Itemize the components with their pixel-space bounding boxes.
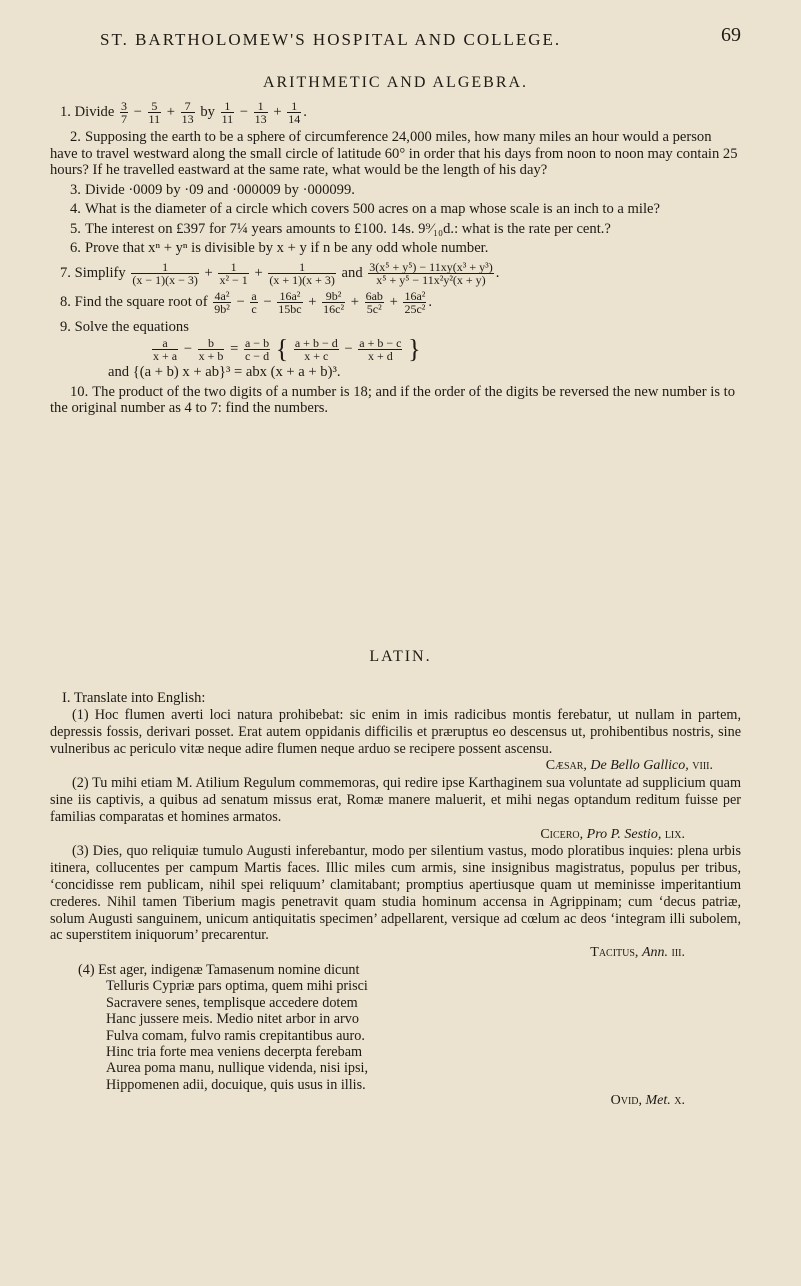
arithmetic-section — [50, 74, 741, 420]
q-number: 10. — [70, 383, 89, 400]
fraction: $\frac{a - b}{c - d}$ — [244, 335, 270, 363]
q-text: The product of the two digits of a number is 18; and if the order of the digits be reversed the new number is to the original number as 4 to 7: find the numbers. — [50, 383, 736, 416]
question-10 — [50, 384, 741, 417]
operator: + — [308, 293, 317, 310]
word-by: by — [200, 103, 215, 120]
operator: + — [204, 264, 213, 281]
source-4: Ovid, Met. x. — [610, 1093, 685, 1109]
fraction: $\frac{1}{(x - 1)(x - 3)}$ — [132, 259, 198, 287]
operator: + — [166, 103, 175, 120]
operator: − — [236, 293, 245, 310]
source-1: Cæsar, De Bello Gallico, viii. — [545, 758, 713, 774]
fraction: $\frac{b}{x + b}$ — [198, 335, 224, 363]
punct: . — [303, 103, 307, 120]
punct: . — [495, 264, 500, 281]
poem-line: (4) Est ager, indigenæ Tamasenum nomine dicunt — [78, 961, 360, 978]
fraction: $\frac{7}{13}$ — [181, 99, 194, 126]
source-2: Cicero, Pro P. Sestio, lix. — [540, 826, 685, 842]
fraction: $\frac{3}{7}$ — [121, 99, 127, 126]
source-3: Tacitus, Ann. iii. — [590, 945, 685, 961]
operator: − — [133, 103, 142, 120]
question-6 — [50, 240, 741, 257]
q-number: 8. — [60, 293, 71, 310]
fraction: $\frac{\text{16a²}}{15bc}$ — [278, 288, 302, 316]
question-9 — [50, 319, 741, 380]
fraction: $\frac{a}{x + a}$ — [153, 335, 178, 363]
fraction: $\frac{6ab}{\text{5c²}}$ — [365, 288, 383, 316]
q-text: Divide ·0009 by ·09 and ·000009 by ·000099. — [84, 181, 355, 198]
poem-line: Hanc jussere meis. Medio nitet arbor in arvo — [106, 1011, 359, 1028]
fraction: $\frac{1}{14}$ — [288, 99, 301, 126]
latin-intro: I. Translate into English: — [62, 690, 206, 706]
fraction: $\frac{a + b - d}{x + c}$ — [294, 335, 338, 363]
operator: − — [344, 340, 353, 357]
word-and: and — [341, 264, 363, 281]
q-number: 7. — [60, 264, 71, 281]
q-text: Find the square root of — [74, 293, 208, 310]
operator: − — [239, 103, 249, 120]
latin-passage-2: (2) Tu mihi etiam M. Atilium Regulum commemoras, qui redire ipse Karthaginem sua voluntate ad supplicium quam sine iis captivis, a quibus ad senatum missus erat, Romæ manere maluerit, et mihi negas optandum reditum fuisse per familias comparatas et homines armatos. — [50, 775, 741, 825]
running-head-title: ST. BARTHOLOMEW'S HOSPITAL AND COLLEGE. — [100, 30, 562, 49]
fraction: $\frac{\text{4a²}}{\text{9b²}}$ — [214, 288, 230, 316]
latin-passage-1: (1) Hoc flumen averti loci natura prohibebat: sic enim in imis radicibus montis ferebatur, ut nullam in partem, depressis fossis, derivari posset. Erat autem oppidanis difficilis et præruptus eo descensus ut, prohibentibus nostris, sine vulneribus ac periculo vitæ neque adire flumen neque arduo se recipere possent ascensu. — [50, 707, 741, 757]
q-text: The interest on £397 for 7¼ years amounts to £100. 14s. 9⁹⁄₁₀d.: what is the rate per cent.? — [84, 220, 611, 237]
latin-heading: LATIN. — [369, 648, 432, 665]
operator: + — [389, 293, 398, 310]
fraction: $\frac{1}{11}$ — [221, 99, 234, 126]
running-head — [100, 24, 741, 54]
fraction: $\frac{1}{13}$ — [254, 99, 267, 126]
q9-line2: and {(a + b) x + ab}³ = abx (x + a + b)³. — [108, 363, 341, 380]
q-text: Divide — [74, 103, 115, 120]
poem-line: Fulva comam, fulvo ramis crepitantibus auro. — [106, 1027, 365, 1044]
q-number: 2. — [70, 129, 81, 145]
question-3 — [50, 182, 741, 199]
operator: + — [350, 293, 359, 310]
operator: − — [183, 340, 192, 357]
poem-line: Hinc tria forte mea veniens decerpta ferebam — [106, 1043, 363, 1060]
q-text: Prove that xⁿ + yⁿ is divisible by x + y if n be any odd whole number. — [84, 240, 489, 256]
fraction: $\frac{a + b - c}{x + d}$ — [359, 335, 402, 363]
q9-lead — [60, 319, 741, 335]
q-number: 3. — [70, 181, 81, 198]
poem-line: Hippomenen adii, docuique, quis usus in illis. — [106, 1076, 366, 1093]
page-number: 69 — [721, 24, 741, 46]
q-number: 5. — [70, 220, 81, 237]
brace: } — [408, 334, 421, 363]
q-text: Solve the equations — [74, 318, 189, 335]
fraction: $\frac{\text{16a²}}{\text{25c²}}$ — [404, 288, 426, 316]
arithmetic-heading: ARITHMETIC AND ALGEBRA. — [262, 74, 529, 91]
q-number: 1. — [60, 103, 71, 120]
q9-equation — [60, 334, 741, 363]
q-text: Simplify — [74, 264, 126, 281]
q-text: Supposing the earth to be a sphere of circumference 24,000 miles, how many miles an hour would a person have to travel westward along the small circle of latitude 60° in order that his days from noon to noon may contain 25 hours? If he travelled eastward at the same rate, what would be the length of his day? — [50, 129, 738, 178]
operator: − — [263, 293, 272, 310]
fraction: $\frac{\text{9b²}}{\text{16c²}}$ — [323, 288, 345, 316]
fraction: $\frac{a}{c}$ — [251, 288, 257, 316]
question-7 — [50, 261, 741, 286]
q-number: 4. — [70, 201, 81, 217]
q-text: What is the diameter of a circle which covers 500 acres on a map whose scale is an inch to a mile? — [84, 201, 660, 217]
latin-passage-3: (3) Dies, quo reliquiæ tumulo Augusti inferebantur, modo per silentium vastus, modo ploratibus inquies: plena urbis itinera, collucentes per campum Martis faces. Illic miles cum armis, sine insignibus magistratus, populus per tribus, ‘concidisse rem publicam, nihil spei reliquum’ clamitabant; promptius apertiusque quam ut meminisse imperitantium crederes. Nihil tamen Tiberium magis penetravit quam studia hominum accensa in Agrippinam; cum ‘decus patriæ, solum Augusti sanguinem, unicum antiquitatis specimen’ adpellarent, versique ad cœlum ac deos ‘integram illi subolem, ac superstitem iniquorum’ precarentur. — [50, 843, 741, 944]
operator: + — [254, 264, 263, 281]
question-8 — [50, 290, 741, 315]
q-number: 9. — [60, 318, 71, 335]
operator: + — [273, 103, 282, 120]
punct: . — [428, 293, 433, 310]
fraction: $\frac{\text{3(x⁵ + y⁵) − 11xy(x³ + y³)}}{\text{x⁵ + y⁵ − 11x²y²(x + y)}}$ — [369, 259, 493, 287]
poem-line: Telluris Cypriæ pars optima, quem mihi prisci — [106, 978, 368, 995]
fraction: $\frac{1}{\text{x² − 1}}$ — [219, 259, 248, 287]
fraction: $\frac{1}{(x + 1)(x + 3)}$ — [269, 259, 335, 287]
operator: = — [230, 340, 239, 357]
latin-section — [50, 690, 741, 1110]
latin-passage-4 — [50, 962, 741, 1093]
question-4 — [50, 201, 741, 218]
poem-line: Aurea poma manu, nullique videnda, nisi ipsi, — [106, 1060, 369, 1077]
poem-line: Sacravere senes, templisque accedere dotem — [106, 994, 358, 1011]
question-2 — [50, 129, 741, 179]
brace: { — [275, 334, 289, 363]
fraction: $\frac{5}{11}$ — [148, 99, 161, 126]
question-1 — [50, 100, 741, 125]
question-5 — [50, 221, 741, 238]
q-number: 6. — [70, 240, 81, 256]
